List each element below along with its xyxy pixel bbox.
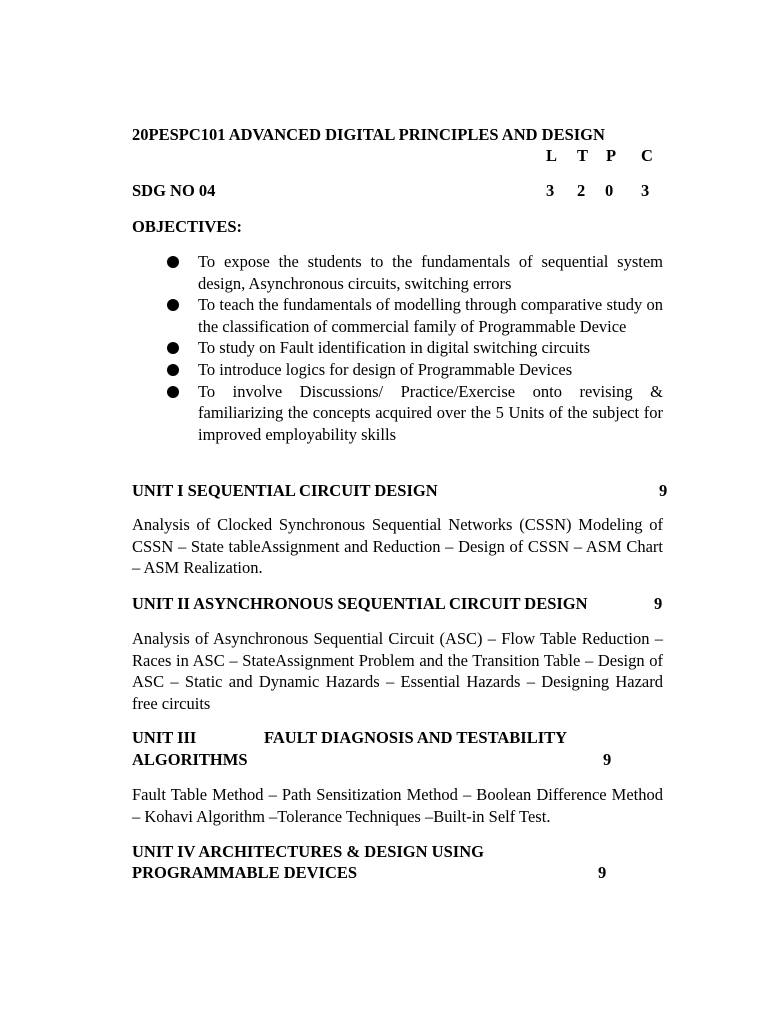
unit-1-hours: 9 bbox=[659, 481, 668, 500]
unit-3-content: Fault Table Method – Path Sensitization Method – Boolean Difference Method – Kohavi Algorithm –Tolerance Techniques –Built-in Self Test. bbox=[132, 785, 663, 826]
unit-4-title-line2: PROGRAMMABLE DEVICES bbox=[132, 863, 358, 882]
list-item: To study on Fault identification in digital switching circuits bbox=[166, 337, 663, 359]
unit-1-content: Analysis of Clocked Synchronous Sequential Networks (CSSN) Modeling of CSSN – State tableAssignment and Reduction – Design of CSSN – ASM Chart – ASM Realization. bbox=[132, 515, 663, 578]
unit-1-title: UNIT I SEQUENTIAL CIRCUIT DESIGN bbox=[132, 481, 438, 500]
ltpc-label-t: T bbox=[577, 146, 589, 165]
unit-3-label: UNIT III bbox=[132, 728, 197, 747]
unit-2-title: UNIT II ASYNCHRONOUS SEQUENTIAL CIRCUIT DESIGN bbox=[132, 594, 588, 613]
list-item: To introduce logics for design of Programmable Devices bbox=[166, 359, 663, 381]
bullet-icon bbox=[167, 256, 179, 268]
unit-2-content: Analysis of Asynchronous Sequential Circuit (ASC) – Flow Table Reduction – Races in ASC – StateAssignment Problem and the Transition Table – Design of ASC – Static and Dynamic Hazards – Essential Hazards – Designing Hazard free circuits bbox=[132, 629, 663, 713]
ltpc-label-l: L bbox=[546, 146, 558, 165]
list-item: To expose the students to the fundamentals of sequential system design, Asynchronous circuits, switching errors bbox=[166, 251, 663, 294]
ltpc-value-t: 2 bbox=[577, 181, 586, 200]
list-item: To involve Discussions/ Practice/Exercise onto revising & familiarizing the concepts acquired over the 5 Units of the subject for improved employability skills bbox=[166, 381, 663, 446]
unit-4-title: UNIT IV ARCHITECTURES & DESIGN USING bbox=[132, 842, 484, 861]
unit-3-title-line2: ALGORITHMS bbox=[132, 750, 248, 769]
unit-4-hours: 9 bbox=[598, 863, 607, 882]
ltpc-value-p: 0 bbox=[605, 181, 614, 200]
bullet-icon bbox=[167, 299, 179, 311]
ltpc-value-c: 3 bbox=[641, 181, 650, 200]
ltpc-label-c: C bbox=[641, 146, 653, 165]
unit-3-hours: 9 bbox=[603, 750, 612, 769]
objectives-heading: OBJECTIVES: bbox=[132, 217, 243, 236]
unit-2-hours: 9 bbox=[654, 594, 663, 613]
course-title: 20PESPC101 ADVANCED DIGITAL PRINCIPLES AND DESIGN bbox=[132, 125, 605, 144]
bullet-icon bbox=[167, 342, 179, 354]
list-item: To teach the fundamentals of modelling through comparative study on the classification of commercial family of Programmable Device bbox=[166, 294, 663, 337]
bullet-icon bbox=[167, 364, 179, 376]
sdg-number: SDG NO 04 bbox=[132, 181, 216, 200]
unit-3-title: FAULT DIAGNOSIS AND TESTABILITY bbox=[264, 728, 568, 747]
bullet-icon bbox=[167, 386, 179, 398]
objectives-list bbox=[166, 251, 663, 445]
ltpc-value-l: 3 bbox=[546, 181, 555, 200]
ltpc-label-p: P bbox=[606, 146, 617, 165]
